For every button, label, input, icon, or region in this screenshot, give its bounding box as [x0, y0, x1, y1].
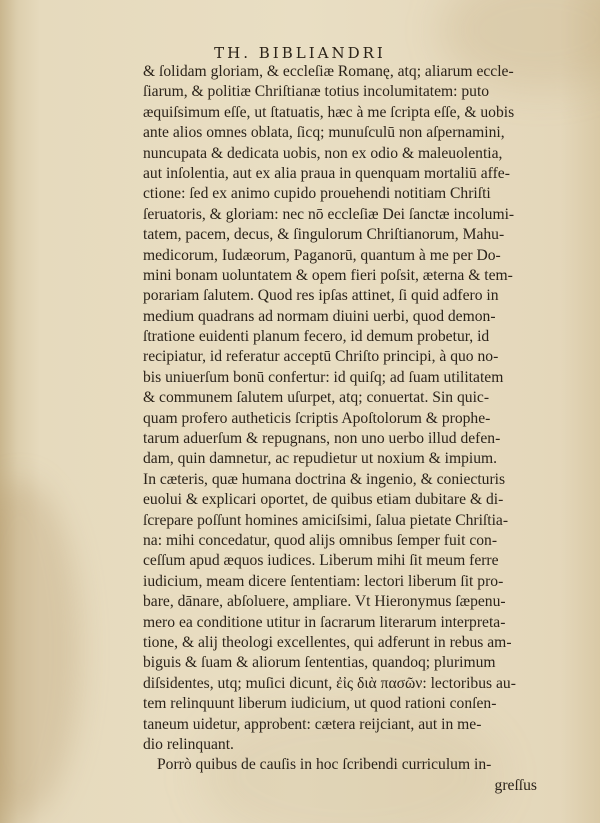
text-line: taneum uidetur, approbent: cætera reijciant, aut in me- — [143, 715, 482, 733]
text-line: tem relinquunt liberum iudicium, ut quod rationi conſen- — [143, 695, 497, 713]
text-line: euolui & explicari oportet, de quibus etiam dubitare & di- — [143, 491, 504, 509]
text-line: ſiarum, & politiæ Chriſtianæ totius incolumitatem: puto — [143, 83, 490, 101]
text-line: dio relinquant. — [143, 735, 234, 753]
catchword: greſſus — [494, 776, 537, 794]
text-line: tarum aduerſum & repugnans, non uno uerbo illud defen- — [143, 430, 501, 448]
text-line: diſsidentes, utq; muſici dicunt, ἐἰς διὰ πασῶν: lectoribus au- — [143, 674, 516, 692]
text-line: biguis & ſuam & aliorum ſententias, quandoq; plurimum — [143, 654, 496, 672]
text-line: ſcrepare poſſunt homines amiciſsimi, ſalua pietate Chriſtia- — [143, 511, 509, 529]
text-line: In cæteris, quæ humana doctrina & ingenio, & coniecturis — [143, 470, 506, 488]
text-line: na: mihi concedatur, quod alijs omnibus ſemper fuit con- — [143, 531, 498, 549]
text-line: recipiatur, id referatur acceptū Chriſto principi, à quo no- — [143, 348, 499, 366]
text-line: nuncupata & dedicata uobis, non ex odio & maleuolentia, — [143, 144, 503, 162]
text-line: tione, & alij theologi excellentes, qui adferunt in rebus am- — [143, 633, 512, 651]
text-line: ceſſum apud æquos iudices. Liberum mihi ſit meum ferre — [143, 552, 499, 570]
text-line: mero ea conditione utitur in ſacrarum literarum interpreta- — [143, 613, 506, 631]
paper-stain — [0, 480, 80, 820]
text-line: medium quadrans ad normam diuini uerbi, quod demon- — [143, 307, 496, 325]
text-line: ante alios omnes oblata, ſicq; munuſculū non aſpernamini, — [143, 124, 505, 142]
text-line: ctione: ſed ex animo cupido prouehendi notitiam Chriſti — [143, 185, 491, 203]
text-line: aut inſolentia, aut ex alia praua in quenquam mortaliū affe- — [143, 164, 510, 182]
text-line: bare, dānare, abſoluere, ampliare. Vt Hieronymus ſæpenu- — [143, 593, 506, 611]
text-line: quam profero autheticis ſcriptis Apoſtolorum & prophe- — [143, 409, 491, 427]
text-line: Porrò quibus de cauſis in hoc ſcribendi curriculum in- — [157, 756, 492, 774]
text-line: medicorum, Iudæorum, Paganorū, quantum à me per Do- — [143, 246, 501, 264]
text-line: ſeruatoris, & gloriam: nec nō eccleſiæ Dei ſanctæ incolumi- — [143, 205, 515, 223]
text-line: dam, quin damnetur, ac repudietur ut noxium & impium. — [143, 450, 498, 468]
text-line: & communem ſalutem uſurpet, atq; conuertat. Sin quic- — [143, 389, 490, 407]
text-line: mini bonam uoluntatem & opem fieri poſsit, æterna & tem- — [143, 266, 513, 284]
text-line: bis uniuerſum bonū confertur: id quiſq; ad ſuam utilitatem — [143, 368, 504, 386]
text-line: ſtratione euidenti planum fecero, id demum probetur, id — [143, 328, 490, 346]
body-text — [143, 62, 553, 796]
running-head: TH. BIBLIANDRI — [214, 44, 386, 62]
text-line: porariam ſalutem. Quod res ipſas attinet, ſi quid adfero in — [143, 287, 499, 305]
text-line: & ſolidam gloriam, & eccleſiæ Romanę, atq; aliarum eccle- — [143, 63, 514, 80]
text-line: æquiſsimum eſſe, ut ſtatuatis, hæc à me ſcripta eſſe, & uobis — [143, 103, 515, 121]
text-line: iudicium, meam dicere ſententiam: lectori liberum ſit pro- — [143, 572, 504, 590]
text-line: tatem, pacem, decus, & ſingulorum Chriſtianorum, Mahu- — [143, 226, 505, 244]
